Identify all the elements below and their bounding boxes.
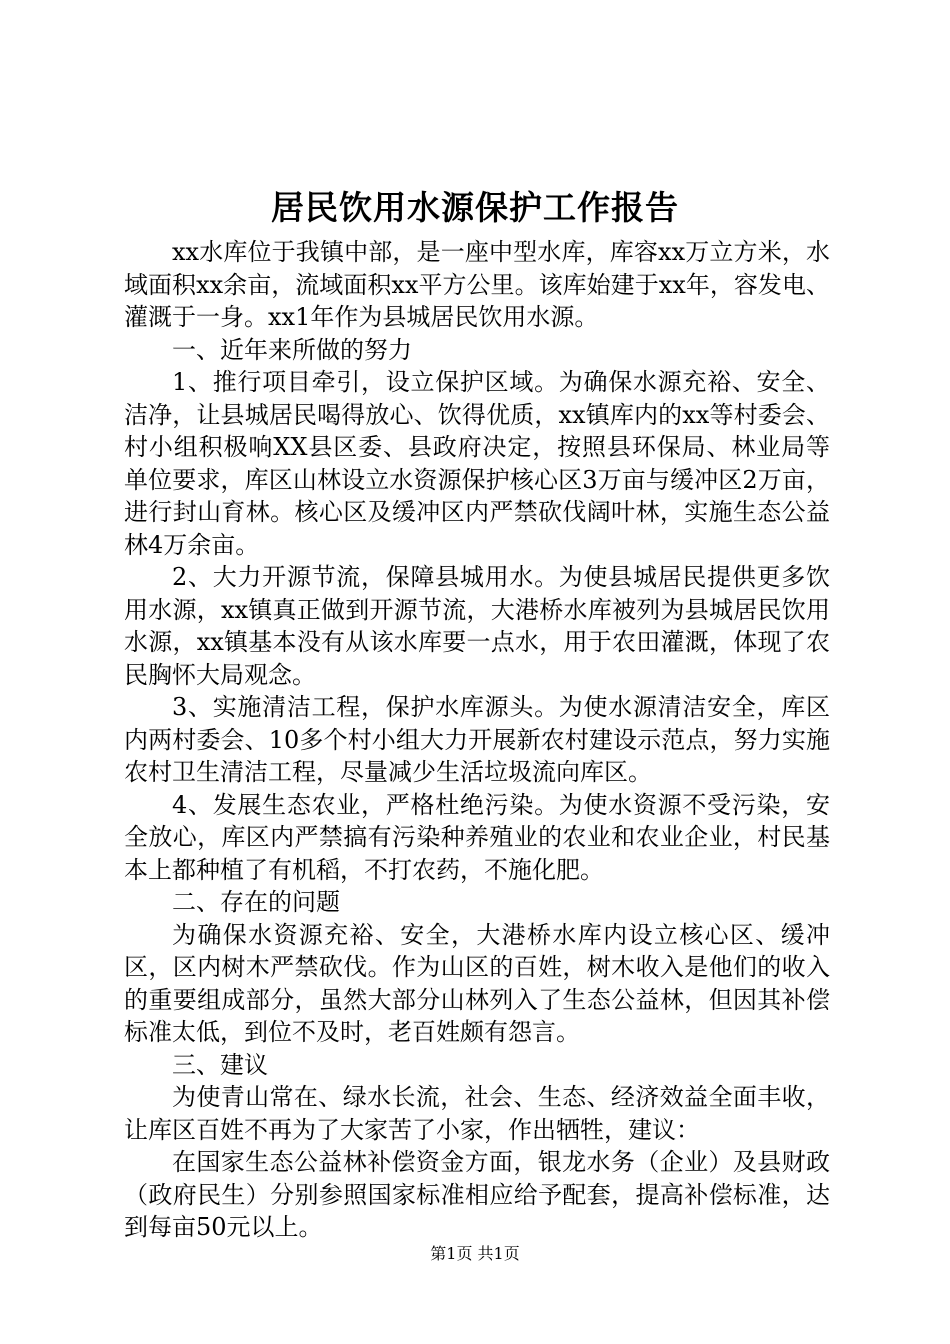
paragraph-suggestions-intro: 为使青山常在、绿水长流，社会、生态、经济效益全面丰收，让库区百姓不再为了大家苦了小家，作出牺牲，建议：	[124, 1083, 830, 1144]
section-heading-suggestions: 三、建议	[172, 1050, 268, 1079]
paragraph-item-4: 4、发展生态农业，严格杜绝污染。为使水资源不受污染，安全放心，库区内严禁搞有污染种养殖业的农业和农业企业，村民基本上都种植了有机稻，不打农药，不施化肥。	[124, 790, 830, 884]
paragraph-item-1: 1、推行项目牵引，设立保护区域。为确保水源充裕、安全、洁净，让县城居民喝得放心、饮得优质，xx镇库内的xx等村委会、村小组积极响XX县区委、县政府决定，按照县环保局、林业局等单位要求，库区山林设立水资源保护核心区3万亩与缓冲区2万亩，进行封山育林。核心区及缓冲区内严禁砍伐阔叶林，实施生态公益林4万余亩。	[124, 368, 830, 559]
paragraph-suggestion-1: 在国家生态公益林补偿资金方面，银龙水务（企业）及县财政（政府民生）分别参照国家标准相应给予配套，提高补偿标准，达到每亩50元以上。	[124, 1148, 830, 1241]
document-body	[124, 236, 830, 1244]
section-heading-efforts: 一、近年来所做的努力	[172, 335, 412, 364]
page-footer: 第1页 共1页	[430, 1244, 520, 1263]
document-title: 居民饮用水源保护工作报告	[271, 188, 679, 227]
paragraph-item-2: 2、大力开源节流，保障县城用水。为使县城居民提供更多饮用水源，xx镇真正做到开源节流，大港桥水库被列为县城居民饮用水源，xx镇基本没有从该水库要一点水，用于农田灌溉，体现了农民胸怀大局观念。	[124, 563, 830, 689]
paragraph-item-3: 3、实施清洁工程，保护水库源头。为使水源清洁安全，库区内两村委会、10多个村小组大力开展新农村建设示范点，努力实施农村卫生清洁工程，尽量减少生活垃圾流向库区。	[124, 693, 830, 786]
paragraph-intro: xx水库位于我镇中部，是一座中型水库，库容xx万立方米，水域面积xx余亩，流域面积xx平方公里。该库始建于xx年，容发电、灌溉于一身。xx1年作为县城居民饮用水源。	[124, 238, 830, 331]
paragraph-problems: 为确保水资源充裕、安全，大港桥水库内设立核心区、缓冲区，区内树木严禁砍伐。作为山区的百姓，树木收入是他们的收入的重要组成部分，虽然大部分山林列入了生态公益林，但因其补偿标准太低，到位不及时，老百姓颇有怨言。	[124, 920, 830, 1046]
section-heading-problems: 二、存在的问题	[172, 888, 340, 916]
